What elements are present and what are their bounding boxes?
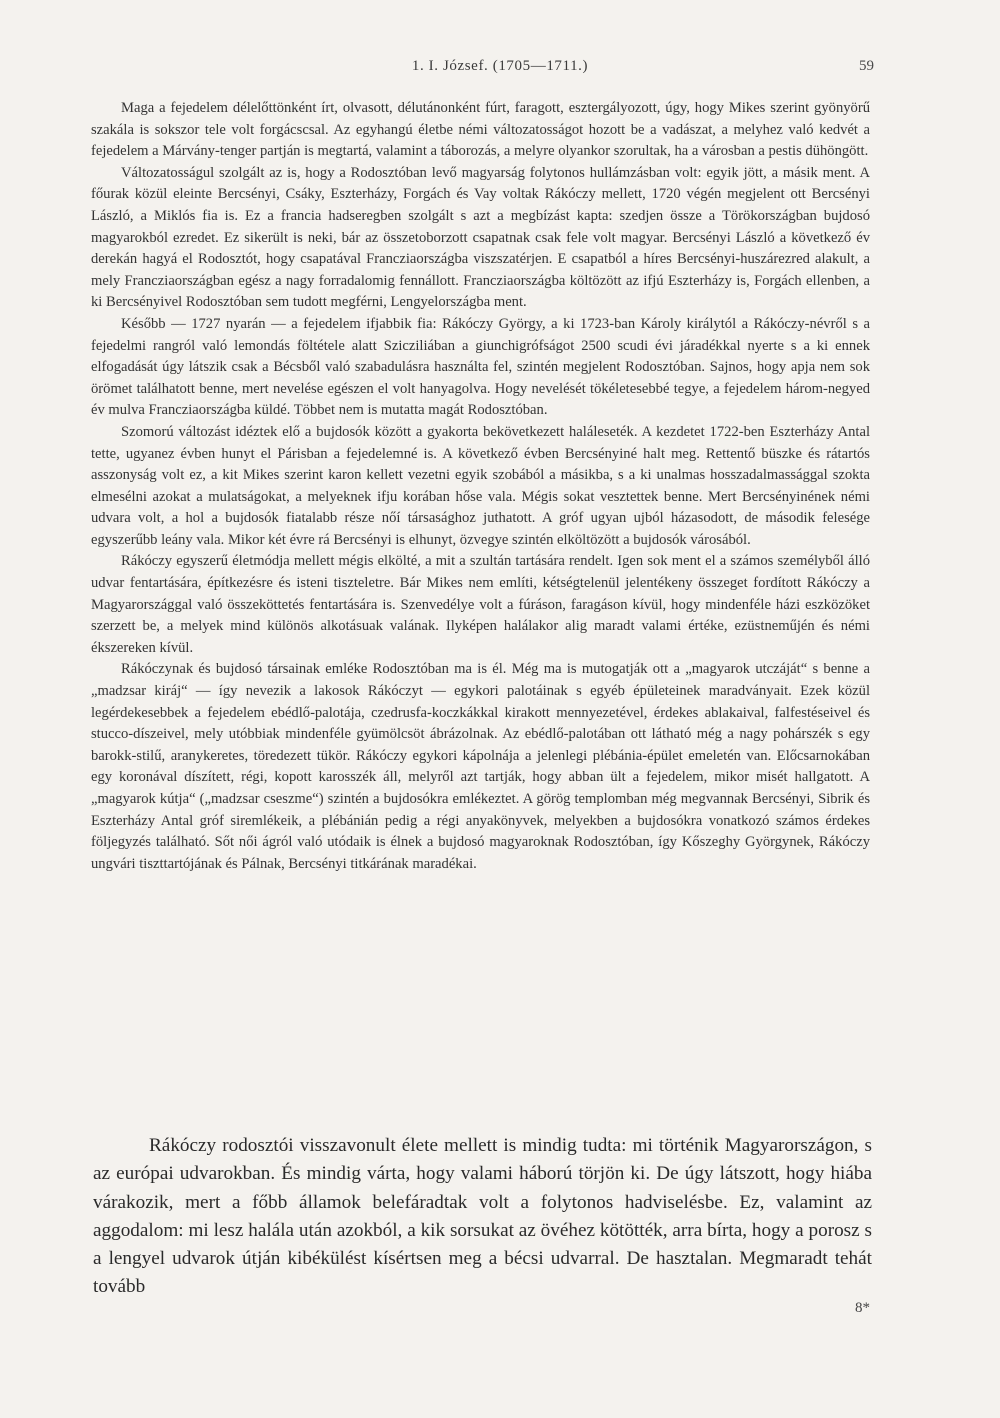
main-text-section bbox=[93, 1132, 872, 1302]
paragraph: Változatosságul szolgált az is, hogy a Rodosztóban levő magyarság folytonos hullámzásban volt: egyik jött, a másik ment. A főurak közül eleinte Bercsényi, Csáky, Eszterházy, Forgách és Vay voltak Rákóczy mellett, 1720 végén megjelent ott Bercsényi László, a Miklós fia is. Ez a francia hadseregben szolgált s azt a megbízást kapta: szedjen össze a Törökországban bujdosó magyarokból ezredet. Ez sikerült is neki, bár az összetoborzott csapatnak csak fele volt magyar. Bercsényi László a következő év derekán hagyá el Rodosztót, hogy csapatával Francziaországba viszszatérjen. E csapatból a híres Bercsényi-huszárezred alakult, a mely Francziaországban egész a nagy forradalomig fennállott. Francziaországba költözött az ifjú Eszterházy is, Forgách ellenben, a ki Bercsényivel Rodosztóban sem tudott megférni, Lengyelországba ment. bbox=[91, 164, 870, 311]
paragraph: Rákóczy egyszerű életmódja mellett mégis elkölté, a mit a szultán tartására rendelt. Igen sok ment el a számos személyből álló udvar fentartására, építkezésre és isteni tiszteletre. Bár Mikes nem említi, kétségtelenül jelentékeny összeget fordított Rákóczy a Magyarországgal való összeköttetés fentartására is. Szenvedélye volt a fúráson, faragáson kívül, hogy mindenféle házi eszközöket szerzett be, a melyek mind különös alkotásuak valának. Ilyképen halálakor alig maradt valami értéke, ezüstneműjén és némi ékszereken kívül. bbox=[91, 553, 870, 656]
paragraph: Szomorú változást idéztek elő a bujdosók között a gyakorta bekövetkezett haláleseték. A kezdetet 1722-ben Eszterházy Antal tette, ugyanez évben hunyt el Párisban a fejedelemné is. A következő évben Bercsényiné halt meg. Rettentő büszke és rátartós asszonyság volt ez, a kit Mikes szerint karon kellett vezetni egyik szobából a másikba, s a ki unalmas hosszadalmassággal szokta elmesélni azokat a mulatságokat, a melyeknek ifju korában hőse vala. Mégis sokat vesztettek benne. Mert Bercsényinének némi udvara volt, a hol a bujdosók fiatalabb része nőí társasághoz juthatott. A gróf ugyan ujból házasodott, de második felesége egyszerűbb leány vala. Mikor két évre rá Bercsényi is elhunyt, özvegye szintén elköltözött a bujdosók városából. bbox=[91, 423, 870, 548]
running-head bbox=[0, 58, 1000, 82]
paragraph: Rákóczynak és bujdosó társainak emléke Rodosztóban ma is él. Még ma is mutogatják ott a „magyarok utczáját“ s benne a „madzsar kiráj“ — így nevezik a lakosok Rákóczyt — egykori palotáinak s egyéb épületeinek maradványait. Ezek közül legérdekesebbek a fejedelem ebédlő-palotája, czedrusfa-koczkákkal kirakott mennyezetével, érdekes ablakaival, falfestéseivel és stucco-díszeivel, mely utóbbiak mindenféle gyümölcsöt ábrázolnak. Az ebédlő-palotában ott látható még a nagy pohárszék s egy barokk-stilű, aranykeretes, töredezett tükör. Rákóczy egykori kápolnája a jelenlegi plébánia-épület emeletén van. Előcsarnokában egy koronával díszített, régi, kopott karosszék áll, melyről azt tartják, hogy abban ült a fejedelem, mikor misét hallgatott. A „magyarok kútja“ („madzsar cseszme“) szintén a bujdosókra emlékeztet. A görög templomban még megvannak Bercsényi, Sibrik és Eszterházy Antal gróf siremlékeik, a plébánián pedig a régi anyakönyvek, melyekben a bujdosókra vonatkozó számos érdekes följegyzés található. Sőt női ágról való utódaik is élnek a bujdosó magyaroknak Rodosztóban, így Kőszeghy Györgynek, Rákóczy ungvári tiszttartójának és Pálnak, Bercsényi titkárának maradékai. bbox=[91, 661, 870, 872]
running-title: 1. I. József. (1705—1711.) bbox=[411, 58, 589, 74]
small-print-section bbox=[91, 98, 870, 875]
paragraph: Később — 1727 nyarán — a fejedelem ifjabbik fia: Rákóczy György, a ki 1723-ban Károly királytól a Rákóczy-névről s a fejedelmi rangról való lemondás föltétele alatt Szicziliában a giunchigrófságot 2500 scudi évi járadékkal nyerte s a ki ennek elfogadását úgy látszik csak a Bécsből való szabadulásra használta fel, szintén megjelent Rodosztóban. Sajnos, hogy apja nem sok örömet találhatott benne, mert nevelése egészen el volt hanyagolva. Hogy nevelését tökéletesebbé tegye, a fejedelem három-negyed év mulva Francziaországba küldé. Többet nem is mutatta magát Rodosztóban. bbox=[91, 315, 870, 419]
signature-mark: 8* bbox=[855, 1300, 870, 1316]
paragraph: Maga a fejedelem délelőttönként írt, olvasott, délutánonként fúrt, faragott, esztergályozott, úgy, hogy Mikes szerint gyönyörű szakála is sokszor tele volt forgácscsal. Az egyhangú életbe némi változatosságot hozott be a vadászat, a melyhez való kedvét a fejedelem a Márvány-tenger partján is megtartá, valamint a táborozás, a melyre olyankor szorultak, ha a városban a pestis dühöngött. bbox=[91, 100, 870, 160]
page-number: 59 bbox=[859, 58, 874, 74]
paragraph-large: Rákóczy rodosztói visszavonult élete mellett is mindig tudta: mi történik Magyarországon, s az európai udvarokban. És mindig várta, hogy valami háború törjön ki. De úgy látszott, hogy hiába várakozik, mert a főbb államok belefáradtak volt a folytonos hadviselésbe. Ez, valamint az aggodalom: mi lesz halála után azokból, a kik sorsukat az övéhez kötötték, arra bírta, hogy a porosz s a lengyel udvarok útján kibékülést kísértsen meg a bécsi udvarral. De hasztalan. Megmaradt tehát tovább bbox=[93, 1135, 872, 1298]
